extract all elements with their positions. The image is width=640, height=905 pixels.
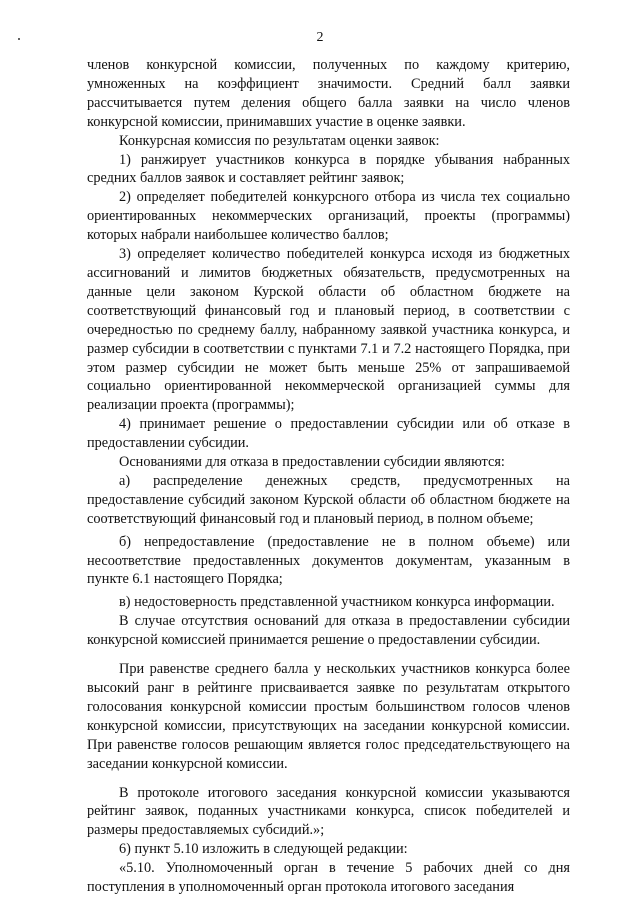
paragraph-item-6-amendment: 6) пункт 5.10 изложить в следующей редакции: [119,841,408,858]
paragraph-score-calculation: членов конкурсной комиссии, полученных по каждому критерию, умноженных на коэффициент значимости. Средний балл заявки рассчитывается путем деления общего балла заявки на число членов конкурсной комиссии, принимавших участие в оценке заявки. [87,57,570,130]
paragraph-item-3: 3) определяет количество победителей конкурса исходя из бюджетных ассигнований и лимитов бюджетных обязательств, предусмотренных на данные цели законом Курской области об областном бюджете на соответствующий финансовый год и плановый период, в соответствии с очередностью по среднему баллу, набранному заявкой участника конкурса, и размер субсидии в соответствии с пунктами 7.1 и 7.2 настоящего Порядка, при этом размер субсидии не может быть меньше 25% от запрашиваемой социально ориентированной некоммерческой организацией суммы для реализации проекта (программы); [87,246,570,414]
paragraph-clause-5-10: «5.10. Уполномоченный орган в течение 5 рабочих дней со дня поступления в уполномоченный орган протокола итогового заседания [87,860,570,896]
paragraph-commission-intro: Конкурсная комиссия по результатам оценки заявок: [119,132,440,149]
page-number: 2 [316,30,324,45]
paragraph-item-1: 1) ранжирует участников конкурса в порядке убывания набранных средних баллов заявок и составляет рейтинг заявок; [87,151,570,187]
paragraph-ground-b: б) непредоставление (предоставление не в полном объеме) или несоответствие предоставленных документов документам, указанным в пункте 6.1 настоящего Порядка; [87,533,570,588]
paragraph-ground-a: а) распределение денежных средств, предусмотренных на предоставление субсидий законом Курской области об областном бюджете на соответствующий финансовый год и плановый период, в полном объеме; [87,472,570,527]
paragraph-refusal-grounds: Основаниями для отказа в предоставлении субсидии являются: [119,454,505,471]
document-body [87,56,570,897]
paragraph-no-refusal: В случае отсутствия оснований для отказа в предоставлении субсидии конкурсной комиссией принимается решение о предоставлении субсидии. [87,613,570,649]
paragraph-protocol: В протоколе итогового заседания конкурсной комиссии указываются рейтинг заявок, поданных участниками конкурса, список победителей и размеры предоставляемых субсидий.»; [87,784,570,839]
paragraph-item-4: 4) принимает решение о предоставлении субсидии или об отказе в предоставлении субсидии. [87,416,570,452]
paragraph-equal-score: При равенстве среднего балла у нескольких участников конкурса более высокий ранг в рейтинге присваивается заявке по результатам открытого голосования конкурсной комиссии простым большинством голосов членов конкурсной комиссии, присутствующих на заседании конкурсной комиссии. При равенстве голосов решающим является голос председательствующего на заседании конкурсной комиссии. [87,661,570,772]
paragraph-item-2: 2) определяет победителей конкурсного отбора из числа тех социально ориентированных некоммерческих организаций, проекты (программы) которых набрали наибольшее количество баллов; [87,189,570,244]
paragraph-ground-c: в) недостоверность представленной участником конкурса информации. [119,594,555,611]
